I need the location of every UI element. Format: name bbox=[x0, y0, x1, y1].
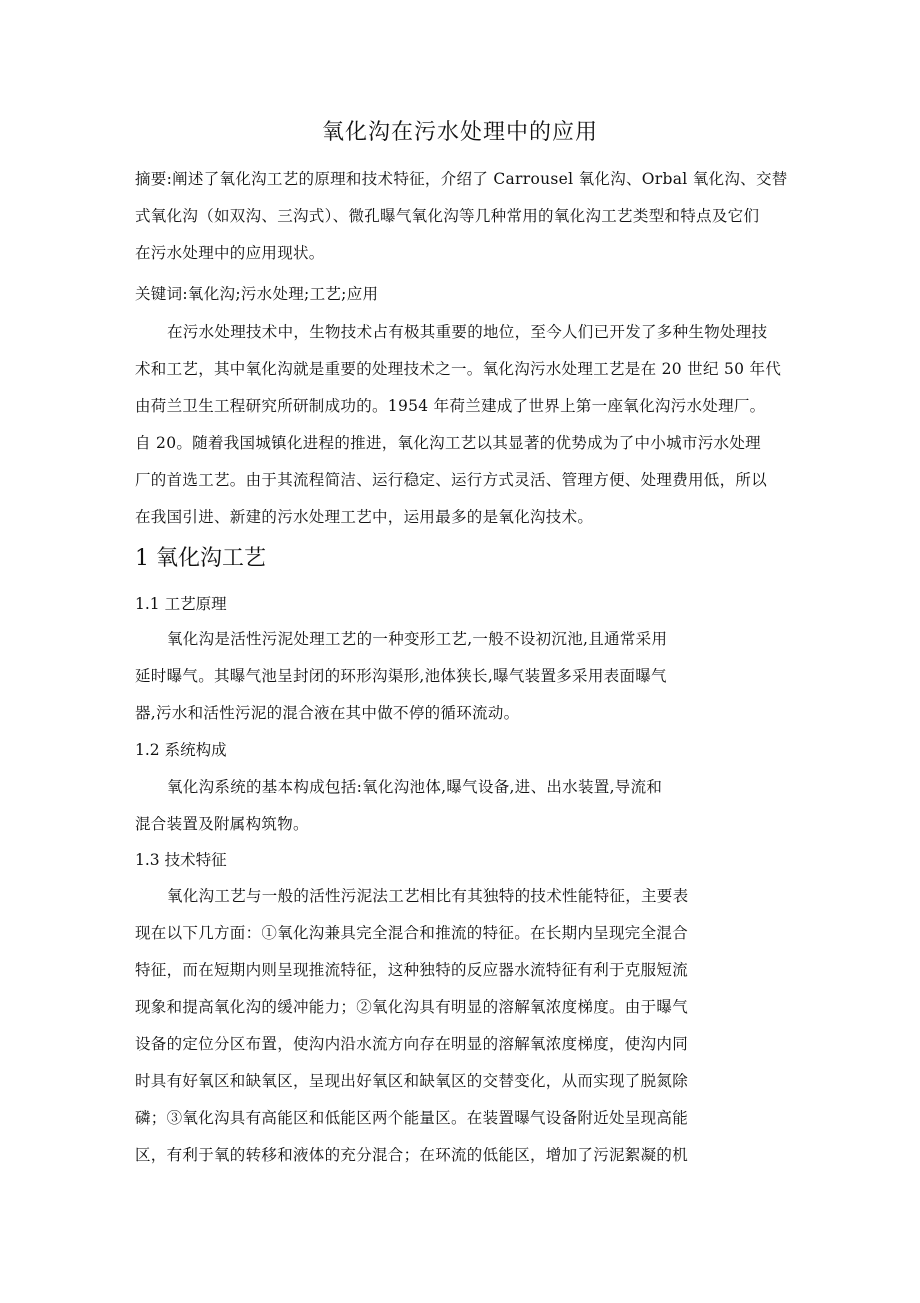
subsection-heading: 1.1 工艺原理 bbox=[135, 595, 227, 613]
abstract-line: 式氧化沟（如双沟、三沟式）、微孔曝气氧化沟等几种常用的氧化沟工艺类型和特点及它们 bbox=[135, 207, 760, 225]
paragraph-line: 自 20。随着我国城镇化进程的推进，氧化沟工艺以其显著的优势成为了中小城市污水处理 bbox=[135, 434, 761, 452]
paragraph-line: 混合装置及附属构筑物。 bbox=[135, 815, 309, 833]
paragraph-line: 厂的首选工艺。由于其流程简洁、运行稳定、运行方式灵活、管理方便、处理费用低，所以 bbox=[135, 471, 768, 489]
paragraph-line: 现象和提高氧化沟的缓冲能力；②氧化沟具有明显的溶解氧浓度梯度。由于曝气 bbox=[135, 998, 689, 1016]
section-heading: 1 氧化沟工艺 bbox=[135, 546, 266, 571]
paragraph-line: 在污水处理技术中，生物技术占有极其重要的地位，至今人们已开发了多种生物处理技 bbox=[167, 323, 768, 341]
paragraph-line: 氧化沟系统的基本构成包括:氧化沟池体,曝气设备,进、出水装置,导流和 bbox=[167, 778, 663, 796]
paragraph-line: 设备的定位分区布置，使沟内沿水流方向存在明显的溶解氧浓度梯度，使沟内同 bbox=[135, 1035, 689, 1053]
paragraph-line: 氧化沟工艺与一般的活性污泥法工艺相比有其独特的技术性能特征，主要表 bbox=[167, 887, 689, 905]
paragraph-line: 由荷兰卫生工程研究所研制成功的。1954 年荷兰建成了世界上第一座氧化沟污水处理厂。 bbox=[135, 397, 766, 415]
paragraph-line: 时具有好氧区和缺氧区，呈现出好氧区和缺氧区的交替变化，从而实现了脱氮除 bbox=[135, 1072, 689, 1090]
keywords-line: 关键词:氧化沟;污水处理;工艺;应用 bbox=[135, 285, 379, 303]
paragraph-line: 器,污水和活性污泥的混合液在其中做不停的循环流动。 bbox=[135, 704, 520, 722]
paragraph-line: 氧化沟是活性污泥处理工艺的一种变形工艺,一般不设初沉池,且通常采用 bbox=[167, 630, 668, 648]
subsection-heading: 1.3 技术特征 bbox=[135, 851, 227, 869]
paragraph-line: 区，有利于氧的转移和液体的充分混合；在环流的低能区，增加了污泥絮凝的机 bbox=[135, 1146, 689, 1164]
paragraph-line: 术和工艺，其中氧化沟就是重要的处理技术之一。氧化沟污水处理工艺是在 20 世纪 50 年代 bbox=[135, 360, 782, 378]
subsection-heading: 1.2 系统构成 bbox=[135, 741, 227, 759]
paragraph-line: 现在以下几方面：①氧化沟兼具完全混合和推流的特征。在长期内呈现完全混合 bbox=[135, 924, 689, 942]
paragraph-line: 在我国引进、新建的污水处理工艺中，运用最多的是氧化沟技术。 bbox=[135, 508, 594, 526]
paragraph-line: 延时曝气。其曝气池呈封闭的环形沟渠形,池体狭长,曝气装置多采用表面曝气 bbox=[135, 667, 667, 685]
document-title: 氧化沟在污水处理中的应用 bbox=[321, 120, 598, 145]
abstract-line: 在污水处理中的应用现状。 bbox=[135, 244, 325, 262]
paragraph-line: 磷；③氧化沟具有高能区和低能区两个能量区。在装置曝气设备附近处呈现高能 bbox=[135, 1109, 689, 1127]
paragraph-line: 特征，而在短期内则呈现推流特征，这种独特的反应器水流特征有利于克服短流 bbox=[135, 961, 689, 979]
abstract-line: 摘要:阐述了氧化沟工艺的原理和技术特征，介绍了 Carrousel 氧化沟、Orbal 氧化沟、交替 bbox=[135, 170, 788, 188]
